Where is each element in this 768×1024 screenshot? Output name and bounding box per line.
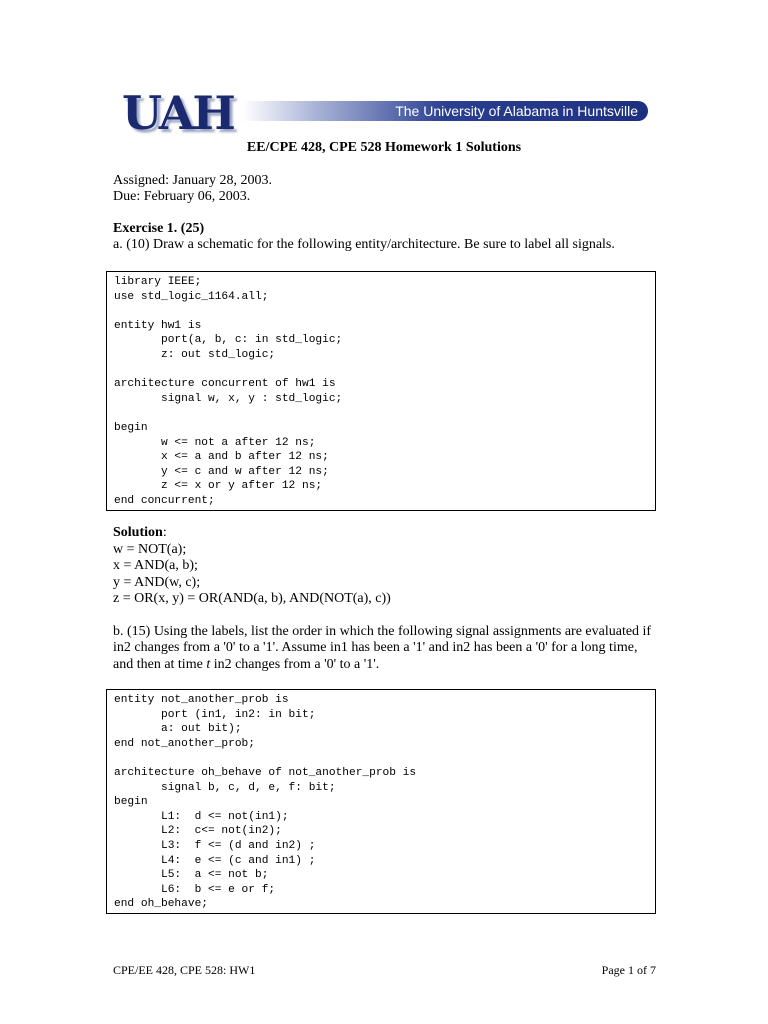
- solution-label: Solution: [113, 525, 163, 540]
- exercise-1-heading: Exercise 1. (25): [113, 221, 205, 236]
- university-name-banner: [242, 101, 648, 121]
- time-variable: t: [206, 657, 211, 672]
- solution-line: z = OR(x, y) = OR(AND(a, b), AND(NOT(a), c)): [113, 591, 391, 606]
- solution-heading: [113, 525, 167, 541]
- solution-line: w = NOT(a);: [113, 542, 187, 557]
- part-b-line-3-start: and then at time: [113, 657, 207, 672]
- page-title: EE/CPE 428, CPE 528 Homework 1 Solutions: [246, 140, 522, 155]
- solution-colon: :: [162, 525, 167, 540]
- uah-logo: [122, 86, 648, 140]
- exercise-1-part-a: a. (10) Draw a schematic for the following entity/architecture. Be sure to label all signals.: [113, 237, 615, 252]
- part-b-line-3: [113, 657, 379, 673]
- assigned-date: Assigned: January 28, 2003.: [113, 173, 273, 188]
- part-b-line: in2 changes from a '0' to a '1'. Assume in1 has been a '1' and in2 has been a '0' for a long time,: [113, 640, 638, 655]
- code-block-b: [106, 689, 656, 914]
- footer-left: CPE/EE 428, CPE 528: HW1: [113, 963, 256, 977]
- page-number: Page 1 of 7: [601, 963, 656, 977]
- due-date: Due: February 06, 2003.: [113, 189, 251, 204]
- uah-logo-letters: UAH: [122, 86, 234, 140]
- university-name: The University of Alabama in Huntsville: [395, 103, 638, 119]
- part-b-line: b. (15) Using the labels, list the order in which the following signal assignments are evaluated if: [113, 624, 652, 639]
- code-block-b-text: entity not_another_prob is port (in1, in2: in bit; a: out bit); end not_another_prob; architecture oh_behave of not_another_prob is signal b, c, d, e, f: bit; begin L1: d <= not(in1); L2: c<= not(in2); L3: f <= (d and in2) ; L4: e <= (c and in1) ; L5: a <= not b; L6: b <= e or f; end oh_behave;: [114, 694, 417, 911]
- code-block-a-text: library IEEE; use std_logic_1164.all; entity hw1 is port(a, b, c: in std_logic; z: out std_logic; architecture concurrent of hw1 is signal w, x, y : std_logic; begin w <= not a after 12 ns; x <= a and b after 12 ns; y <= c and w after 12 ns; z <= x or y after 12 ns; end concurrent;: [114, 276, 343, 507]
- solution-line: y = AND(w, c);: [113, 575, 201, 590]
- code-block-a: [106, 271, 656, 511]
- part-b-line-3-end: in2 changes from a '0' to a '1'.: [210, 657, 380, 672]
- solution-line: x = AND(a, b);: [113, 558, 198, 573]
